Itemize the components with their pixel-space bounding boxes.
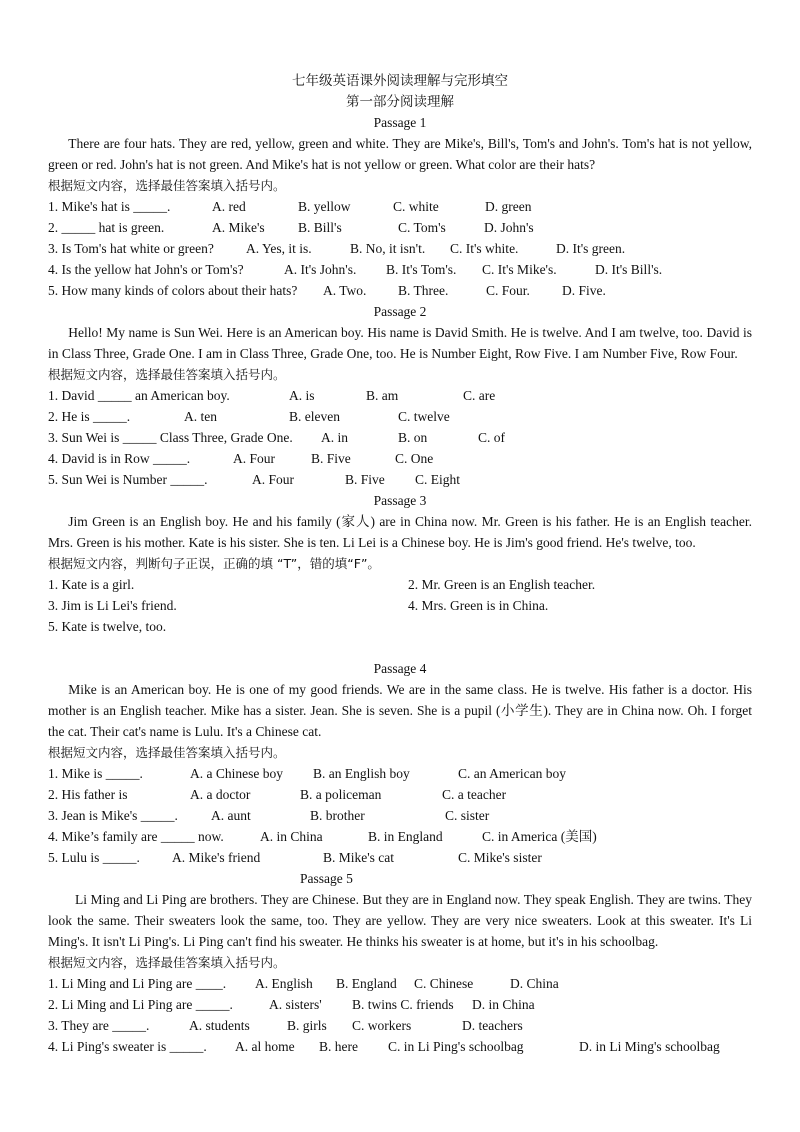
p3-statement-row-2 [48, 595, 752, 616]
question-stem: 5. How many kinds of colors about their hats? [48, 283, 298, 298]
p4-question-5 [48, 847, 752, 868]
option: C. a teacher [442, 787, 507, 802]
question-stem: 4. Mike’s family are _____ now. [48, 829, 224, 844]
option: C. workers [352, 1018, 412, 1033]
option: A. a doctor [190, 787, 251, 802]
option: D. It's Bill's. [595, 262, 663, 277]
p4-question-2 [48, 784, 752, 805]
p2-question-5 [48, 469, 752, 490]
option: C. of [478, 430, 505, 445]
option: B. No, it isn't. [350, 241, 426, 256]
question-stem: 1. David _____ an American boy. [48, 388, 230, 403]
question-stem: 3. Sun Wei is _____ Class Three, Grade One. [48, 430, 293, 445]
option: B. here [319, 1039, 358, 1054]
passage-5-text: Li Ming and Li Ping are brothers. They are Chinese. But they are in England now. They speak English. They are twins. They look the same. Their sweaters look the same, too. They are yellow. They are very nice sweaters. Look at this sweater. It's Li Ming's. It isn't Li Ping's. Li Ping can't find his sweater. He thinks his sweater is at home, but it's in his schoolbag. [48, 892, 752, 949]
statement: 1. Kate is a girl. [48, 577, 135, 592]
option: B. in England [368, 829, 443, 844]
passage-3-instruction: 根据短文内容，判断句子正误，正确的填 “T”，错的填“F”。 [48, 556, 380, 571]
p3-statement-row-3 [48, 616, 752, 637]
option: B. Mike's cat [323, 850, 395, 865]
statement: 5. Kate is twelve, too. [48, 619, 167, 634]
option: A. ten [184, 409, 217, 424]
option: B. brother [310, 808, 365, 823]
option: A. in China [260, 829, 323, 844]
option: A. al home [235, 1039, 295, 1054]
question-stem: 3. They are _____. [48, 1018, 150, 1033]
passage-1-text: There are four hats. They are red, yellow, green and white. They are Mike's, Bill's, Tom's and John's. Tom's hat is not yellow, green or red. John's hat is not green. And Mike's hat is not yellow or green. What color are their hats? [48, 136, 752, 172]
option: C. sister [445, 808, 490, 823]
option: A. Two. [323, 283, 367, 298]
option: D. Five. [562, 283, 606, 298]
document-title: 七年级英语课外阅读理解与完形填空 [292, 73, 508, 88]
option: A. Yes, it is. [246, 241, 312, 256]
question-stem: 1. Mike is _____. [48, 766, 143, 781]
option: B. Three. [398, 283, 449, 298]
option: B. twins C. friends [352, 997, 454, 1012]
option: D. John's [484, 220, 534, 235]
option: D. green [485, 199, 532, 214]
option: A. aunt [211, 808, 251, 823]
option: A. a Chinese boy [190, 766, 283, 781]
p1-question-2 [48, 217, 752, 238]
option: A. Mike's [212, 220, 265, 235]
part-title: 第一部分阅读理解 [346, 94, 454, 109]
option: A. Mike's friend [172, 850, 261, 865]
passage-1-instruction: 根据短文内容，选择最佳答案填入括号内。 [48, 178, 286, 193]
passage-4-text: Mike is an American boy. He is one of my good friends. We are in the same class. He is twelve. His father is a doctor. His mother is an English teacher. Mike has a sister. Jean. She is seven. She is a pupil (小学生). They are in China now. Oh. I forget the cat. Their cat's name is Lulu. It's a Chinese cat. [48, 682, 752, 739]
question-stem: 2. _____ hat is green. [48, 220, 165, 235]
p5-question-1 [48, 973, 752, 994]
option: C. in Li Ping's schoolbag [388, 1039, 524, 1054]
p1-question-3 [48, 238, 752, 259]
p5-question-2 [48, 994, 752, 1015]
option: A. Four [252, 472, 295, 487]
option: A. red [212, 199, 246, 214]
option: A. Four [233, 451, 276, 466]
statement: 3. Jim is Li Lei's friend. [48, 598, 177, 613]
passage-3-text: Jim Green is an English boy. He and his family (家人) are in China now. Mr. Green is his father. He is an English teacher. Mrs. Green is his mother. Kate is his sister. She is ten. Li Lei is a Chinese boy. He is Jim's good friend. He's twelve, too. [48, 514, 752, 550]
statement: 2. Mr. Green is an English teacher. [408, 577, 596, 592]
option: A. It's John's. [284, 262, 357, 277]
option: B. girls [287, 1018, 327, 1033]
option: D. teachers [462, 1018, 523, 1033]
option: C. Eight [415, 472, 461, 487]
option: C. One [395, 451, 434, 466]
option: D. in Li Ming's schoolbag [579, 1039, 720, 1054]
option: B. Bill's [298, 220, 342, 235]
statement: 4. Mrs. Green is in China. [408, 598, 549, 613]
option: C. an American boy [458, 766, 566, 781]
p1-question-4 [48, 259, 752, 280]
question-stem: 4. Li Ping's sweater is _____. [48, 1039, 207, 1054]
option: C. are [463, 388, 496, 403]
question-stem: 2. Li Ming and Li Ping are _____. [48, 997, 233, 1012]
option: B. Five [311, 451, 351, 466]
option: C. twelve [398, 409, 450, 424]
passage-3-heading: Passage 3 [373, 493, 427, 508]
option: B. It's Tom's. [386, 262, 457, 277]
p2-question-3 [48, 427, 752, 448]
question-stem: 2. He is _____. [48, 409, 131, 424]
passage-5-heading: Passage 5 [300, 871, 353, 886]
option: D. China [510, 976, 559, 991]
option: B. Five [345, 472, 385, 487]
option: D. in China [472, 997, 535, 1012]
passage-2-heading: Passage 2 [373, 304, 427, 319]
option: B. an English boy [313, 766, 410, 781]
p5-question-3 [48, 1015, 752, 1036]
option: C. It's Mike's. [482, 262, 557, 277]
p3-statement-row-1 [48, 574, 752, 595]
question-stem: 4. Is the yellow hat John's or Tom's? [48, 262, 244, 277]
p4-question-4 [48, 826, 752, 847]
passage-5-instruction: 根据短文内容，选择最佳答案填入括号内。 [48, 955, 286, 970]
p2-question-4 [48, 448, 752, 469]
option: A. students [189, 1018, 250, 1033]
p1-question-5 [48, 280, 752, 301]
option: C. It's white. [450, 241, 519, 256]
option: C. Chinese [414, 976, 474, 991]
p4-question-1 [48, 763, 752, 784]
p2-question-2 [48, 406, 752, 427]
spacer [48, 637, 752, 658]
question-stem: 3. Jean is Mike's _____. [48, 808, 178, 823]
option: A. in [321, 430, 348, 445]
option: B. am [366, 388, 399, 403]
question-stem: 2. His father is [48, 787, 128, 802]
p5-question-4 [48, 1036, 752, 1057]
option: C. white [393, 199, 439, 214]
question-stem: 5. Sun Wei is Number _____. [48, 472, 208, 487]
passage-4-instruction: 根据短文内容，选择最佳答案填入括号内。 [48, 745, 286, 760]
option: B. on [398, 430, 428, 445]
option: A. sisters' [269, 997, 322, 1012]
document-page [48, 70, 752, 1057]
option: C. in America (美国) [482, 829, 597, 844]
question-stem: 4. David is in Row _____. [48, 451, 191, 466]
option: A. is [289, 388, 315, 403]
option: B. eleven [289, 409, 340, 424]
question-stem: 1. Li Ming and Li Ping are ____. [48, 976, 227, 991]
option: C. Four. [486, 283, 530, 298]
question-stem: 1. Mike's hat is _____. [48, 199, 171, 214]
option: B. England [336, 976, 397, 991]
p2-question-1 [48, 385, 752, 406]
option: B. yellow [298, 199, 351, 214]
option: C. Mike's sister [458, 850, 542, 865]
option: A. English [255, 976, 313, 991]
option: B. a policeman [300, 787, 382, 802]
question-stem: 3. Is Tom's hat white or green? [48, 241, 214, 256]
passage-2-instruction: 根据短文内容，选择最佳答案填入括号内。 [48, 367, 286, 382]
passage-4-heading: Passage 4 [373, 661, 427, 676]
passage-2-text: Hello! My name is Sun Wei. Here is an American boy. His name is David Smith. He is twelve. And I am twelve, too. David is in Class Three, Grade One. I am in Class Three, Grade One, too. He is Number Eight, Row Five. I am Number Five, Row Four. [48, 325, 752, 361]
passage-1-heading: Passage 1 [373, 115, 427, 130]
option: D. It's green. [556, 241, 626, 256]
question-stem: 5. Lulu is _____. [48, 850, 140, 865]
option: C. Tom's [398, 220, 446, 235]
p1-question-1 [48, 196, 752, 217]
p4-question-3 [48, 805, 752, 826]
